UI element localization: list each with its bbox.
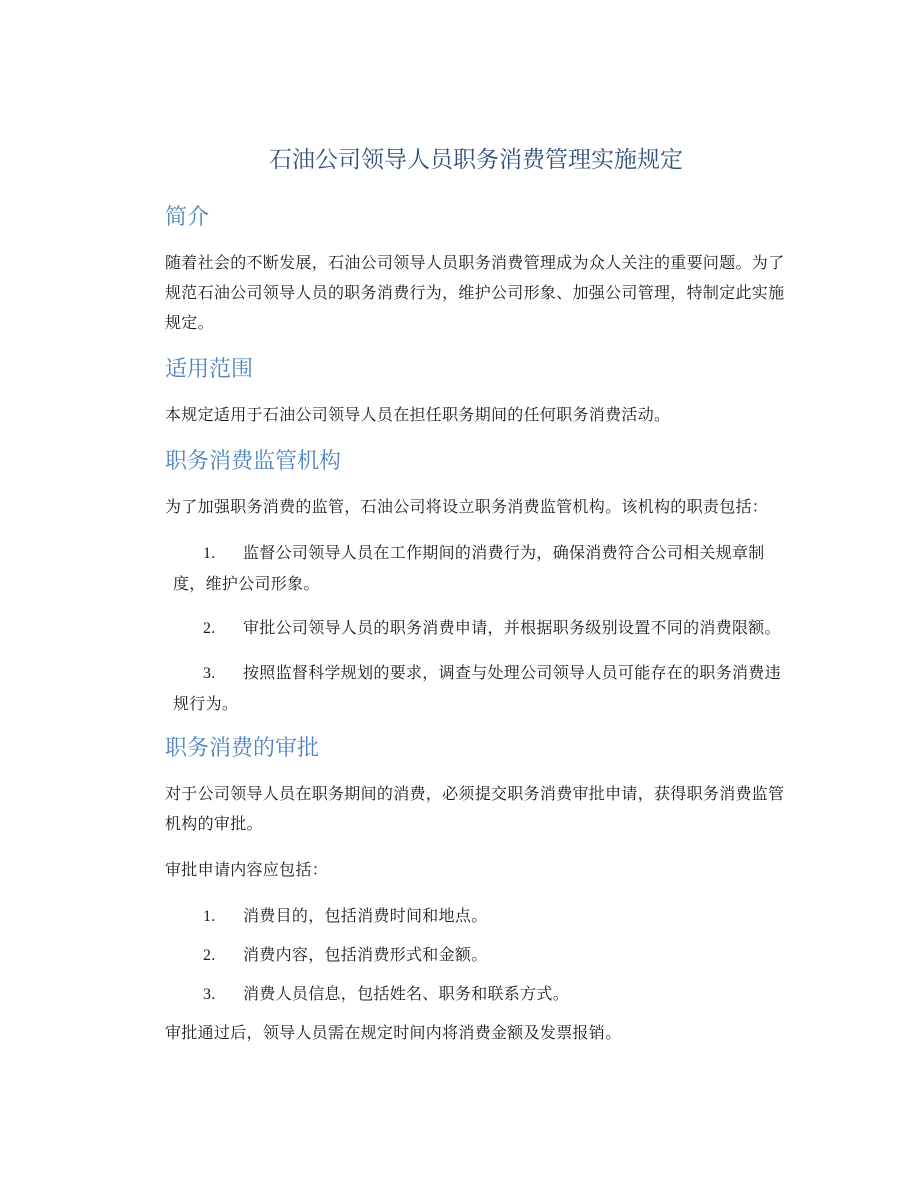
- section-heading: 职务消费监管机构: [165, 449, 342, 474]
- list-text: 消费目的，包括消费时间和地点。: [243, 906, 488, 925]
- list-number: 3.: [203, 665, 216, 682]
- list-number: 3.: [203, 986, 216, 1003]
- document-title: 石油公司领导人员职务消费管理实施规定: [269, 147, 683, 173]
- paragraph: 为了加强职务消费的监管，石油公司将设立职务消费监管机构。该机构的职责包括：: [165, 497, 769, 516]
- list-item: [173, 538, 787, 599]
- list-number: 2.: [203, 620, 216, 637]
- paragraph: 对于公司领导人员在职务期间的消费，必须提交职务消费审批申请，获得职务消费监管机构的审批。: [165, 784, 785, 833]
- section-heading: 适用范围: [165, 357, 254, 382]
- application-contents-list: [165, 901, 787, 1010]
- list-number: 2.: [203, 947, 216, 964]
- paragraph: 随着社会的不断发展，石油公司领导人员职务消费管理成为众人关注的重要问题。为了规范石油公司领导人员的职务消费行为，维护公司形象、加强公司管理，特制定此实施规定。: [165, 253, 785, 332]
- list-text: 审批公司领导人员的职务消费申请，并根据职务级别设置不同的消费限额。: [243, 618, 781, 637]
- list-text: 消费人员信息，包括姓名、职务和联系方式。: [243, 984, 570, 1003]
- list-item: [173, 979, 787, 1010]
- section-heading: 简介: [165, 205, 210, 230]
- list-number: 1.: [203, 545, 216, 562]
- section-approval: [165, 733, 787, 1048]
- closing-paragraph: 审批通过后，领导人员需在规定时间内将消费金额及发票报销。: [165, 1023, 622, 1042]
- list-number: 1.: [203, 908, 216, 925]
- list-text: 消费内容，包括消费形式和金额。: [243, 945, 488, 964]
- list-text: 监督公司领导人员在工作期间的消费行为，确保消费符合公司相关规章制度，维护公司形象。: [173, 543, 765, 593]
- list-item: [173, 613, 787, 644]
- section-supervisory-body: [165, 446, 787, 719]
- section-scope: [165, 354, 787, 430]
- paragraph: 审批申请内容应包括：: [165, 860, 329, 879]
- list-item: [173, 940, 787, 971]
- document-content: [165, 140, 787, 1064]
- list-item: [173, 658, 787, 719]
- duties-list: [165, 538, 787, 719]
- section-heading: 职务消费的审批: [165, 736, 320, 761]
- paragraph: 本规定适用于石油公司领导人员在担任职务期间的任何职务消费活动。: [165, 405, 671, 424]
- list-text: 按照监督科学规划的要求，调查与处理公司领导人员可能存在的职务消费违规行为。: [173, 663, 781, 713]
- list-item: [173, 901, 787, 932]
- section-intro: [165, 202, 787, 338]
